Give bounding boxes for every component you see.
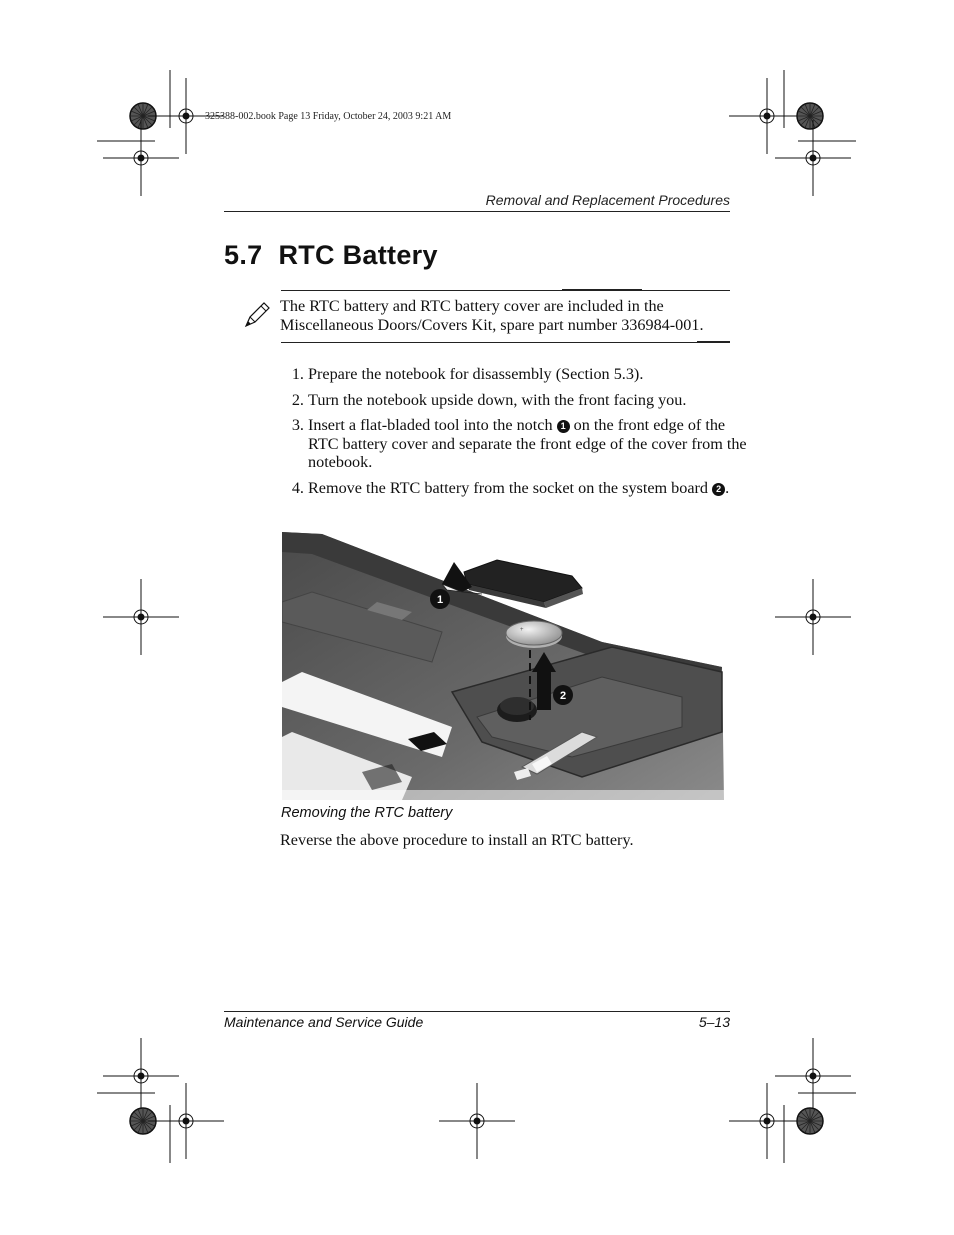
step-3	[308, 416, 748, 472]
step-4-text-b: .	[725, 478, 730, 497]
note-rule-bottom	[281, 342, 730, 343]
step-1	[308, 365, 748, 384]
note-rule-bottom-accent	[697, 341, 730, 343]
note-rule-top-accent	[562, 289, 642, 291]
step-3-text-b: on the front edge of the RTC battery cover and separate the front edge of the cover from the notebook.	[308, 416, 747, 471]
footer-rule	[224, 1011, 730, 1012]
step-3-text-a: Insert a flat-bladed tool into the notch	[308, 416, 553, 434]
step-4	[308, 479, 748, 498]
note-line-2: Miscellaneous Doors/Covers Kit, spare part number 336984-001.	[280, 316, 704, 334]
header-rule	[224, 211, 730, 212]
section-title: RTC Battery	[278, 240, 438, 270]
step-2-text: Turn the notebook upside down, with the front facing you.	[308, 390, 687, 409]
rtc-battery-illustration	[282, 532, 724, 800]
section-heading	[224, 240, 438, 271]
note-line-1: The RTC battery and RTC battery cover are included in the	[280, 297, 664, 315]
running-head: Removal and Replacement Procedures	[485, 192, 730, 208]
page-number: 5–13	[698, 1014, 730, 1030]
procedure-steps	[280, 365, 748, 504]
figure-callout-2: 2	[559, 690, 567, 702]
callout-1: 1	[557, 420, 570, 433]
svg-text:+: +	[520, 627, 524, 633]
print-slug: 325388-002.book Page 13 Friday, October 24, 2003 9:21 AM	[205, 111, 452, 122]
section-number: 5.7	[224, 240, 263, 270]
callout-2: 2	[712, 483, 725, 496]
step-4-text-a: Remove the RTC battery from the socket on the system board	[308, 478, 709, 497]
body-text: Reverse the above procedure to install an RTC battery.	[280, 831, 634, 849]
step-2	[308, 391, 748, 410]
footer-title: Maintenance and Service Guide	[224, 1014, 424, 1030]
step-1-text: Prepare the notebook for disassembly (Section 5.3).	[308, 365, 644, 383]
note-rule-top	[281, 290, 730, 291]
figure-caption: Removing the RTC battery	[281, 805, 453, 821]
note-text	[280, 297, 740, 335]
pencil-icon	[242, 300, 272, 330]
figure-callout-1: 1	[436, 594, 444, 606]
